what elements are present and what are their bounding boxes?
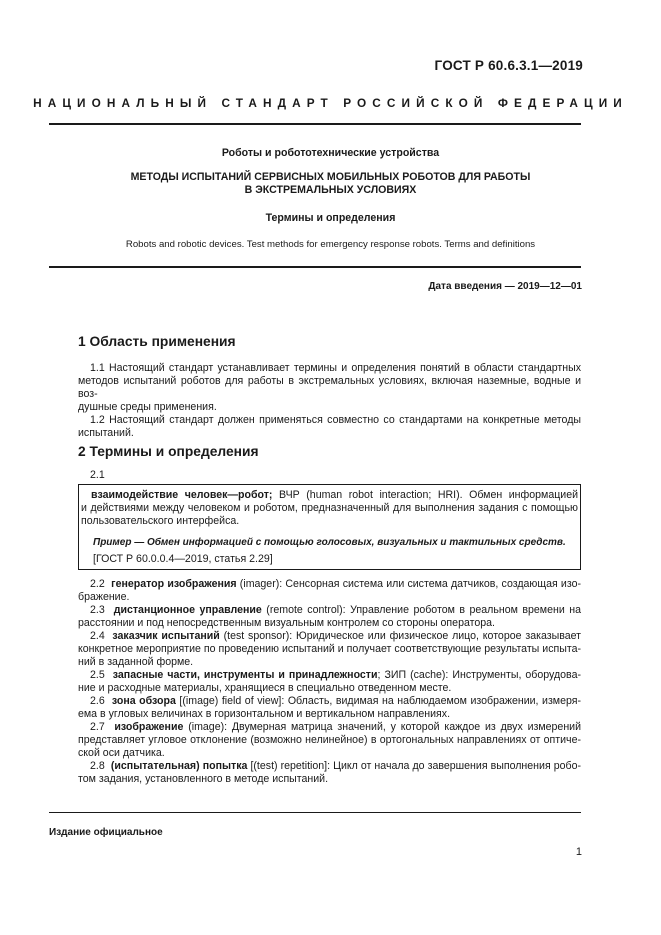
top-rule <box>49 123 581 125</box>
section2-terms <box>78 578 581 786</box>
term-2-1-example: Пример — Обмен информацией с помощью голосовых, визуальных и тактильных средств. <box>93 537 566 548</box>
term-2-4-line3: ний в заданной форме. <box>78 656 194 668</box>
term-2-2-term: генератор изображения <box>111 578 237 590</box>
term-2-5-line2: ние и расходные материалы, хранящиеся в специально отведенном месте. <box>78 682 452 694</box>
national-standard-banner: НАЦИОНАЛЬНЫЙ СТАНДАРТ РОССИЙСКОЙ ФЕДЕРАЦИИ <box>33 96 628 110</box>
term-2-2-line2: бражение. <box>78 591 130 603</box>
term-2-3-line1 <box>78 604 581 617</box>
main-title-line1: МЕТОДЫ ИСПЫТАНИЙ СЕРВИСНЫХ МОБИЛЬНЫХ РОБОТОВ ДЛЯ РАБОТЫ <box>130 171 531 183</box>
term-2-7-num: 2.7 <box>90 721 105 733</box>
term-2-2-line1 <box>78 578 581 591</box>
subtitle: Термины и определения <box>265 212 396 224</box>
term-2-3-num: 2.3 <box>90 604 105 616</box>
term-2-1-line1 <box>81 489 578 502</box>
term-2-3-line1-rest: (remote control): Управление роботом в реальном времени на <box>261 604 581 616</box>
term-2-1-line3: пользовательского интерфейса. <box>81 515 240 527</box>
term-2-2-line1-rest: (imager): Сенсорная система или система датчиков, создающая изо- <box>236 578 582 590</box>
term-2-4-line1 <box>78 630 581 643</box>
term-2-1-term: взаимодействие человек—робот; <box>91 489 273 501</box>
term-2-8-line1-rest: [(test) repetition]: Цикл от начала до завершения выполнения робо- <box>247 760 582 772</box>
term-2-8-line1 <box>78 760 581 773</box>
term-2-4-line2: конкретное мероприятие по проведению испытаний и получает соответствующие результаты испыта- <box>78 643 581 655</box>
term-2-5-line1 <box>78 669 581 682</box>
term-2-3-term: дистанционное управление <box>113 604 262 616</box>
term-2-1-line2: и действиями между человеком и роботом, предназначенный для выполнения задания с помощью <box>81 502 578 514</box>
page-number: 1 <box>575 846 582 858</box>
term-2-4-term: заказчик испытаний <box>112 630 220 642</box>
section1-paragraphs <box>78 362 581 440</box>
term-2-4-line1-rest: (test sponsor): Юридическое или физическое лицо, которое заказывает <box>219 630 581 642</box>
term-2-1-reference: [ГОСТ Р 60.0.0.4—2019, статья 2.29] <box>93 553 273 565</box>
term-2-5-num: 2.5 <box>90 669 105 681</box>
p11-line1: 1.1 Настоящий стандарт устанавливает термины и определения понятий в области стандартных <box>90 362 581 374</box>
main-title-line2: В ЭКСТРЕМАЛЬНЫХ УСЛОВИЯХ <box>244 184 417 196</box>
subject-title: Роботы и робототехнические устройства <box>221 147 440 159</box>
term-2-7-line1-rest: (image): Двумерная матрица значений, у которой каждое из двух измерений <box>183 721 581 733</box>
introduction-date: Дата введения — 2019—12—01 <box>428 281 582 292</box>
term-2-7-line3: ской оси датчика. <box>78 747 165 759</box>
term-2-2-num: 2.2 <box>90 578 105 590</box>
term-2-6-line1-rest: [(image) field of view]: Область, видимая на наблюдаемом изображении, измеря- <box>175 695 582 707</box>
p11-line3: душные среды применения. <box>78 401 217 413</box>
main-title <box>0 171 661 197</box>
edition-label: Издание официальное <box>49 827 163 838</box>
term-2-6-term: зона обзора <box>111 695 176 707</box>
title-bottom-rule <box>49 266 581 268</box>
term-2-7-term: изображение <box>114 721 184 733</box>
term-2-7-line2: представляет угловое отклонение (возможно нелинейное) в ортогональных направлениях от оптиче- <box>78 734 581 746</box>
term-2-7-line1 <box>78 721 581 734</box>
term-2-6-line2: ема в угловых величинах в горизонтальном и вертикальном направлениях. <box>78 708 451 720</box>
term-2-8-term: (испытательная) попытка <box>110 760 248 772</box>
term-2-1-definition <box>81 489 578 528</box>
p11-line2: методов испытаний роботов для работы в экстремальных условиях, включая наземные, водные и воз- <box>78 375 581 400</box>
term-2-6-line1 <box>78 695 581 708</box>
english-title: Robots and robotic devices. Test methods for emergency response robots. Terms and definitions <box>125 239 536 250</box>
term-2-5-line1-rest: ; ЗИП (cache): Инструменты, оборудова- <box>377 669 581 681</box>
term-2-8-num: 2.8 <box>90 760 105 772</box>
term-2-6-num: 2.6 <box>90 695 105 707</box>
section1-heading: 1 Область применения <box>78 334 236 349</box>
term-2-8-line2: том задания, установленного в методе испытаний. <box>78 773 329 785</box>
footer-rule <box>49 812 581 813</box>
term-2-5-term: запасные части, инструменты и принадлежности <box>112 669 378 681</box>
term-2-4-num: 2.4 <box>90 630 105 642</box>
document-number: ГОСТ Р 60.6.3.1—2019 <box>434 58 583 73</box>
term-2-1-line1-rest: ВЧР (human robot interaction; HRI). Обмен информацией <box>272 489 579 501</box>
section2-heading: 2 Термины и определения <box>78 444 259 459</box>
item21-number: 2.1 <box>90 469 105 481</box>
term-box-2-1 <box>78 484 581 570</box>
p12-line1: 1.2 Настоящий стандарт должен применяться совместно со стандартами на конкретные методы <box>90 414 581 426</box>
term-2-3-line2: расстоянии и под непосредственным визуальным контролем со стороны оператора. <box>78 617 495 629</box>
p12-line2: испытаний. <box>78 427 134 439</box>
